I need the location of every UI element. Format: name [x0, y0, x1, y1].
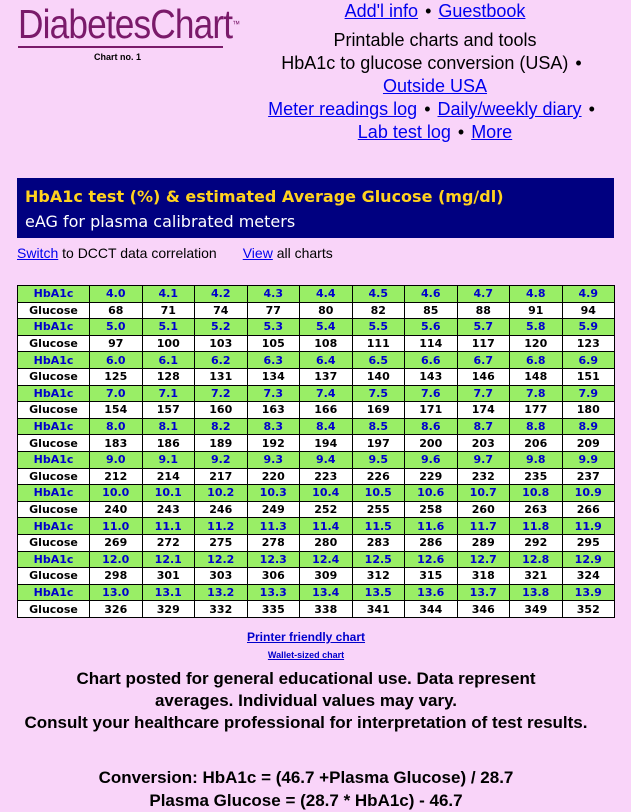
hba1c-cell: 7.3 — [247, 385, 300, 402]
glucose-cell: 258 — [405, 501, 458, 518]
hba1c-cell: 10.3 — [247, 485, 300, 502]
hba1c-cell: 13.8 — [510, 584, 563, 601]
glucose-cell: 91 — [510, 302, 563, 319]
glucose-cell: 206 — [510, 435, 563, 452]
glucose-row-label: Glucose — [18, 534, 90, 551]
hba1c-cell: 8.8 — [510, 418, 563, 435]
hba1c-cell: 5.2 — [195, 319, 248, 336]
glucose-cell: 148 — [510, 368, 563, 385]
hba1c-cell: 6.0 — [90, 352, 143, 369]
glucose-row — [18, 568, 615, 585]
hba1c-cell: 10.8 — [510, 485, 563, 502]
hba1c-cell: 6.6 — [405, 352, 458, 369]
hba1c-cell: 4.8 — [510, 286, 563, 303]
glucose-cell: 197 — [352, 435, 405, 452]
glucose-cell: 246 — [195, 501, 248, 518]
glucose-row-label: Glucose — [18, 335, 90, 352]
glucose-cell: 269 — [90, 534, 143, 551]
glucose-cell: 309 — [300, 568, 353, 585]
glucose-cell: 82 — [352, 302, 405, 319]
glucose-cell: 117 — [457, 335, 510, 352]
hba1c-cell: 5.1 — [142, 319, 195, 336]
hba1c-cell: 10.7 — [457, 485, 510, 502]
glucose-cell: 114 — [405, 335, 458, 352]
switch-text: to DCCT data correlation — [58, 245, 217, 261]
hba1c-cell: 8.7 — [457, 418, 510, 435]
hba1c-cell: 11.3 — [247, 518, 300, 535]
banner-subtitle: eAG for plasma calibrated meters — [25, 212, 296, 231]
glucose-row-label: Glucose — [18, 368, 90, 385]
disclaimer — [0, 668, 612, 734]
hba1c-cell: 10.4 — [300, 485, 353, 502]
glucose-cell: 97 — [90, 335, 143, 352]
hba1c-cell: 13.2 — [195, 584, 248, 601]
glucose-cell: 209 — [562, 435, 615, 452]
hba1c-cell: 9.5 — [352, 451, 405, 468]
glucose-cell: 77 — [247, 302, 300, 319]
glucose-cell: 108 — [300, 335, 353, 352]
glucose-row-label: Glucose — [18, 601, 90, 618]
glucose-cell: 229 — [405, 468, 458, 485]
hba1c-row — [18, 451, 615, 468]
hba1c-cell: 8.9 — [562, 418, 615, 435]
hba1c-row — [18, 584, 615, 601]
hba1c-cell: 10.2 — [195, 485, 248, 502]
hba1c-cell: 9.2 — [195, 451, 248, 468]
hba1c-cell: 6.8 — [510, 352, 563, 369]
glucose-cell: 303 — [195, 568, 248, 585]
glucose-cell: 169 — [352, 402, 405, 419]
hba1c-cell: 11.9 — [562, 518, 615, 535]
hba1c-cell: 4.3 — [247, 286, 300, 303]
lab-log-link[interactable]: Lab test log — [357, 122, 451, 142]
hba1c-cell: 13.3 — [247, 584, 300, 601]
glucose-cell: 278 — [247, 534, 300, 551]
glucose-cell: 335 — [247, 601, 300, 618]
hba1c-conversion-text: HbA1c to glucose conversion (USA) — [281, 53, 569, 73]
hba1c-cell: 10.1 — [142, 485, 195, 502]
hba1c-row-label: HbA1c — [18, 286, 90, 303]
wallet-chart — [0, 650, 612, 660]
hba1c-cell: 7.1 — [142, 385, 195, 402]
hba1c-cell: 8.5 — [352, 418, 405, 435]
glucose-cell: 154 — [90, 402, 143, 419]
hba1c-cell: 7.5 — [352, 385, 405, 402]
banner-title: HbA1c test (%) & estimated Average Glucose (mg/dl) — [25, 187, 504, 206]
hba1c-cell: 10.0 — [90, 485, 143, 502]
hba1c-cell: 6.4 — [300, 352, 353, 369]
glucose-cell: 183 — [90, 435, 143, 452]
hba1c-row-label: HbA1c — [18, 551, 90, 568]
hba1c-cell: 7.0 — [90, 385, 143, 402]
glucose-cell: 160 — [195, 402, 248, 419]
glucose-cell: 338 — [300, 601, 353, 618]
glucose-cell: 341 — [352, 601, 405, 618]
hba1c-cell: 8.0 — [90, 418, 143, 435]
glucose-row-label: Glucose — [18, 302, 90, 319]
hba1c-cell: 8.2 — [195, 418, 248, 435]
glucose-cell: 349 — [510, 601, 563, 618]
glucose-cell: 289 — [457, 534, 510, 551]
hba1c-cell: 11.1 — [142, 518, 195, 535]
glucose-cell: 163 — [247, 402, 300, 419]
hba1c-cell: 12.1 — [142, 551, 195, 568]
glucose-row — [18, 468, 615, 485]
hba1c-cell: 5.9 — [562, 319, 615, 336]
wallet-chart-link[interactable]: Wallet-sized chart — [267, 650, 345, 660]
hba1c-cell: 6.7 — [457, 352, 510, 369]
glucose-cell: 280 — [300, 534, 353, 551]
glucose-cell: 318 — [457, 568, 510, 585]
hba1c-cell: 6.1 — [142, 352, 195, 369]
guestbook-link[interactable]: Guestbook — [438, 1, 526, 21]
glucose-cell: 189 — [195, 435, 248, 452]
hba1c-cell: 9.7 — [457, 451, 510, 468]
glucose-row — [18, 601, 615, 618]
glucose-cell: 88 — [457, 302, 510, 319]
hba1c-cell: 12.6 — [405, 551, 458, 568]
glucose-cell: 140 — [352, 368, 405, 385]
diary-link[interactable]: Daily/weekly diary — [437, 99, 582, 119]
hba1c-cell: 6.9 — [562, 352, 615, 369]
printer-friendly — [0, 630, 612, 644]
glucose-cell: 214 — [142, 468, 195, 485]
conversion-formulas — [0, 766, 612, 812]
hba1c-cell: 4.7 — [457, 286, 510, 303]
glucose-cell: 151 — [562, 368, 615, 385]
glucose-cell: 200 — [405, 435, 458, 452]
glucose-cell: 131 — [195, 368, 248, 385]
hba1c-cell: 13.4 — [300, 584, 353, 601]
glucose-cell: 344 — [405, 601, 458, 618]
hba1c-cell: 8.1 — [142, 418, 195, 435]
hba1c-cell: 11.2 — [195, 518, 248, 535]
hba1c-cell: 12.8 — [510, 551, 563, 568]
switch-link[interactable]: Switch — [17, 245, 59, 261]
hba1c-cell: 12.5 — [352, 551, 405, 568]
hba1c-cell: 13.7 — [457, 584, 510, 601]
view-text: all charts — [272, 245, 333, 261]
glucose-row — [18, 368, 615, 385]
hba1c-row-label: HbA1c — [18, 485, 90, 502]
hba1c-row — [18, 286, 615, 303]
glucose-cell: 321 — [510, 568, 563, 585]
printer-friendly-link[interactable]: Printer friendly chart — [246, 630, 366, 644]
glucose-cell: 298 — [90, 568, 143, 585]
hba1c-cell: 4.2 — [195, 286, 248, 303]
glucose-row — [18, 302, 615, 319]
glucose-row — [18, 435, 615, 452]
glucose-cell: 71 — [142, 302, 195, 319]
hba1c-cell: 4.5 — [352, 286, 405, 303]
hba1c-cell: 13.0 — [90, 584, 143, 601]
glucose-cell: 286 — [405, 534, 458, 551]
hba1c-row-label: HbA1c — [18, 418, 90, 435]
glucose-cell: 123 — [562, 335, 615, 352]
hba1c-cell: 9.9 — [562, 451, 615, 468]
glucose-cell: 260 — [457, 501, 510, 518]
glucose-cell: 120 — [510, 335, 563, 352]
hba1c-cell: 6.3 — [247, 352, 300, 369]
hba1c-cell: 7.4 — [300, 385, 353, 402]
glucose-cell: 111 — [352, 335, 405, 352]
hba1c-cell: 7.9 — [562, 385, 615, 402]
hba1c-cell: 13.5 — [352, 584, 405, 601]
top-navigation: Add'l info • Guestbook Printable charts and tools HbA1c to glucose conversion (USA) • Outside USA Meter readings log • Daily/weekly diary • Lab test log • More — [240, 0, 630, 144]
formula-glucose: Plasma Glucose = (28.7 * HbA1c) - 46.7 — [149, 791, 463, 810]
hba1c-cell: 6.2 — [195, 352, 248, 369]
glucose-cell: 137 — [300, 368, 353, 385]
glucose-cell: 125 — [90, 368, 143, 385]
glucose-row — [18, 534, 615, 551]
glucose-cell: 263 — [510, 501, 563, 518]
hba1c-cell: 9.0 — [90, 451, 143, 468]
hba1c-cell: 13.1 — [142, 584, 195, 601]
hba1c-cell: 9.4 — [300, 451, 353, 468]
glucose-cell: 194 — [300, 435, 353, 452]
hba1c-cell: 11.7 — [457, 518, 510, 535]
glucose-row — [18, 335, 615, 352]
glucose-cell: 272 — [142, 534, 195, 551]
glucose-cell: 315 — [405, 568, 458, 585]
glucose-cell: 295 — [562, 534, 615, 551]
glucose-row-label: Glucose — [18, 435, 90, 452]
glucose-cell: 252 — [300, 501, 353, 518]
hba1c-row-label: HbA1c — [18, 352, 90, 369]
formula-hba1c: Conversion: HbA1c = (46.7 +Plasma Glucose) / 28.7 — [98, 768, 514, 787]
glucose-cell: 85 — [405, 302, 458, 319]
hba1c-cell: 9.6 — [405, 451, 458, 468]
hba1c-cell: 4.4 — [300, 286, 353, 303]
hba1c-cell: 11.0 — [90, 518, 143, 535]
chart-number: Chart no. 1 — [94, 52, 142, 62]
hba1c-cell: 5.6 — [405, 319, 458, 336]
hba1c-cell: 8.4 — [300, 418, 353, 435]
meter-log-link[interactable]: Meter readings log — [268, 99, 418, 119]
glucose-cell: 226 — [352, 468, 405, 485]
glucose-cell: 283 — [352, 534, 405, 551]
disclaimer-line2: Consult your healthcare professional for interpretation of test results. — [24, 713, 588, 732]
glucose-row-label: Glucose — [18, 402, 90, 419]
hba1c-glucose-table — [17, 285, 615, 618]
glucose-cell: 103 — [195, 335, 248, 352]
hba1c-row — [18, 319, 615, 336]
disclaimer-line1: Chart posted for general educational use. Data represent averages. Individual values may vary. — [76, 669, 536, 710]
logo-wordmark: DiabetesChart™ — [18, 1, 240, 47]
glucose-cell: 255 — [352, 501, 405, 518]
glucose-cell: 223 — [300, 468, 353, 485]
hba1c-cell: 5.5 — [352, 319, 405, 336]
hba1c-cell: 12.4 — [300, 551, 353, 568]
glucose-cell: 80 — [300, 302, 353, 319]
glucose-cell: 166 — [300, 402, 353, 419]
glucose-cell: 177 — [510, 402, 563, 419]
hba1c-row — [18, 518, 615, 535]
hba1c-cell: 8.3 — [247, 418, 300, 435]
glucose-row-label: Glucose — [18, 501, 90, 518]
glucose-row-label: Glucose — [18, 568, 90, 585]
glucose-cell: 74 — [195, 302, 248, 319]
hba1c-cell: 12.9 — [562, 551, 615, 568]
hba1c-row-label: HbA1c — [18, 518, 90, 535]
glucose-cell: 332 — [195, 601, 248, 618]
glucose-cell: 266 — [562, 501, 615, 518]
glucose-cell: 171 — [405, 402, 458, 419]
hba1c-cell: 7.7 — [457, 385, 510, 402]
glucose-cell: 146 — [457, 368, 510, 385]
glucose-cell: 134 — [247, 368, 300, 385]
glucose-cell: 232 — [457, 468, 510, 485]
view-link[interactable]: View — [242, 245, 273, 261]
glucose-cell: 212 — [90, 468, 143, 485]
hba1c-cell: 10.6 — [405, 485, 458, 502]
glucose-cell: 105 — [247, 335, 300, 352]
hba1c-row — [18, 352, 615, 369]
glucose-cell: 243 — [142, 501, 195, 518]
glucose-cell: 94 — [562, 302, 615, 319]
hba1c-cell: 4.9 — [562, 286, 615, 303]
hba1c-row — [18, 485, 615, 502]
glucose-cell: 346 — [457, 601, 510, 618]
hba1c-row — [18, 385, 615, 402]
hba1c-cell: 8.6 — [405, 418, 458, 435]
glucose-cell: 128 — [142, 368, 195, 385]
outside-usa-link[interactable]: Outside USA — [382, 76, 488, 96]
hba1c-row — [18, 418, 615, 435]
hba1c-cell: 12.0 — [90, 551, 143, 568]
hba1c-cell: 11.5 — [352, 518, 405, 535]
glucose-cell: 192 — [247, 435, 300, 452]
hba1c-cell: 5.0 — [90, 319, 143, 336]
glucose-cell: 235 — [510, 468, 563, 485]
hba1c-row-label: HbA1c — [18, 385, 90, 402]
hba1c-cell: 9.8 — [510, 451, 563, 468]
hba1c-row — [18, 551, 615, 568]
glucose-cell: 220 — [247, 468, 300, 485]
glucose-row — [18, 501, 615, 518]
glucose-cell: 174 — [457, 402, 510, 419]
hba1c-cell: 6.5 — [352, 352, 405, 369]
glucose-cell: 324 — [562, 568, 615, 585]
hba1c-cell: 11.8 — [510, 518, 563, 535]
glucose-cell: 180 — [562, 402, 615, 419]
hba1c-cell: 7.8 — [510, 385, 563, 402]
glucose-cell: 301 — [142, 568, 195, 585]
hba1c-row-label: HbA1c — [18, 319, 90, 336]
chart-banner — [17, 178, 614, 238]
printable-heading: Printable charts and tools — [333, 30, 537, 50]
hba1c-cell: 10.5 — [352, 485, 405, 502]
hba1c-cell: 5.3 — [247, 319, 300, 336]
glucose-cell: 352 — [562, 601, 615, 618]
glucose-row-label: Glucose — [18, 468, 90, 485]
addl-info-link[interactable]: Add'l info — [344, 1, 419, 21]
glucose-cell: 68 — [90, 302, 143, 319]
glucose-cell: 306 — [247, 568, 300, 585]
hba1c-cell: 4.0 — [90, 286, 143, 303]
hba1c-row-label: HbA1c — [18, 584, 90, 601]
hba1c-cell: 4.6 — [405, 286, 458, 303]
hba1c-cell: 5.4 — [300, 319, 353, 336]
hba1c-cell: 9.3 — [247, 451, 300, 468]
glucose-cell: 275 — [195, 534, 248, 551]
glucose-cell: 203 — [457, 435, 510, 452]
glucose-cell: 292 — [510, 534, 563, 551]
glucose-cell: 249 — [247, 501, 300, 518]
hba1c-cell: 13.9 — [562, 584, 615, 601]
hba1c-cell: 13.6 — [405, 584, 458, 601]
hba1c-cell: 11.4 — [300, 518, 353, 535]
hba1c-cell: 12.2 — [195, 551, 248, 568]
glucose-cell: 237 — [562, 468, 615, 485]
hba1c-cell: 9.1 — [142, 451, 195, 468]
hba1c-cell: 7.2 — [195, 385, 248, 402]
hba1c-cell: 11.6 — [405, 518, 458, 535]
hba1c-cell: 12.7 — [457, 551, 510, 568]
hba1c-cell: 4.1 — [142, 286, 195, 303]
glucose-cell: 157 — [142, 402, 195, 419]
glucose-cell: 326 — [90, 601, 143, 618]
glucose-cell: 240 — [90, 501, 143, 518]
hba1c-cell: 10.9 — [562, 485, 615, 502]
site-logo[interactable] — [18, 2, 275, 62]
hba1c-cell: 5.8 — [510, 319, 563, 336]
glucose-cell: 329 — [142, 601, 195, 618]
chart-sublinks — [17, 245, 333, 261]
glucose-cell: 100 — [142, 335, 195, 352]
hba1c-row-label: HbA1c — [18, 451, 90, 468]
glucose-cell: 312 — [352, 568, 405, 585]
hba1c-cell: 7.6 — [405, 385, 458, 402]
hba1c-cell: 12.3 — [247, 551, 300, 568]
glucose-cell: 186 — [142, 435, 195, 452]
glucose-cell: 217 — [195, 468, 248, 485]
glucose-row — [18, 402, 615, 419]
more-link[interactable]: More — [471, 122, 513, 142]
glucose-cell: 143 — [405, 368, 458, 385]
hba1c-cell: 5.7 — [457, 319, 510, 336]
